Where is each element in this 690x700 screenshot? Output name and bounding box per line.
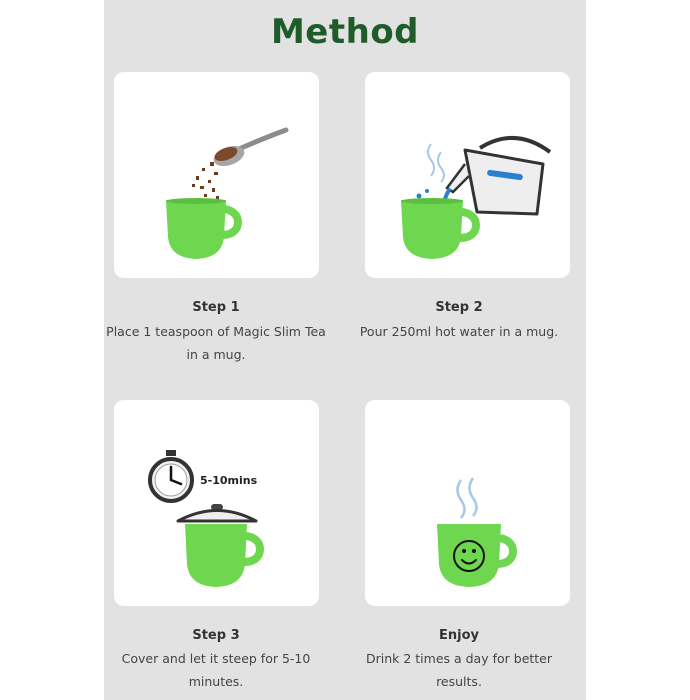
kettle-pouring-icon [365,72,570,278]
page-title: Method [270,12,420,52]
steep-time-label: 5-10mins [200,474,258,487]
step-2-card [365,72,570,278]
enjoy-description: Drink 2 times a day for better results. [365,651,553,689]
enjoy-title: Enjoy [439,628,479,643]
method-panel [104,0,586,700]
step-3-description: Cover and let it steep for 5-10 minutes. [121,651,311,689]
smiley-mug-icon [365,400,570,606]
step-3-title: Step 3 [192,628,240,643]
step-3-card [114,400,319,606]
covered-mug-timer-icon [114,400,319,606]
step-2-title: Step 2 [435,300,483,315]
step-1-card [114,72,319,278]
step-1-title: Step 1 [192,300,240,315]
tea-spoon-mug-icon [114,72,319,278]
enjoy-card [365,400,570,606]
step-1-description: Place 1 teaspoon of Magic Slim Tea in a mug. [106,324,326,362]
step-2-description: Pour 250ml hot water in a mug. [359,324,559,339]
